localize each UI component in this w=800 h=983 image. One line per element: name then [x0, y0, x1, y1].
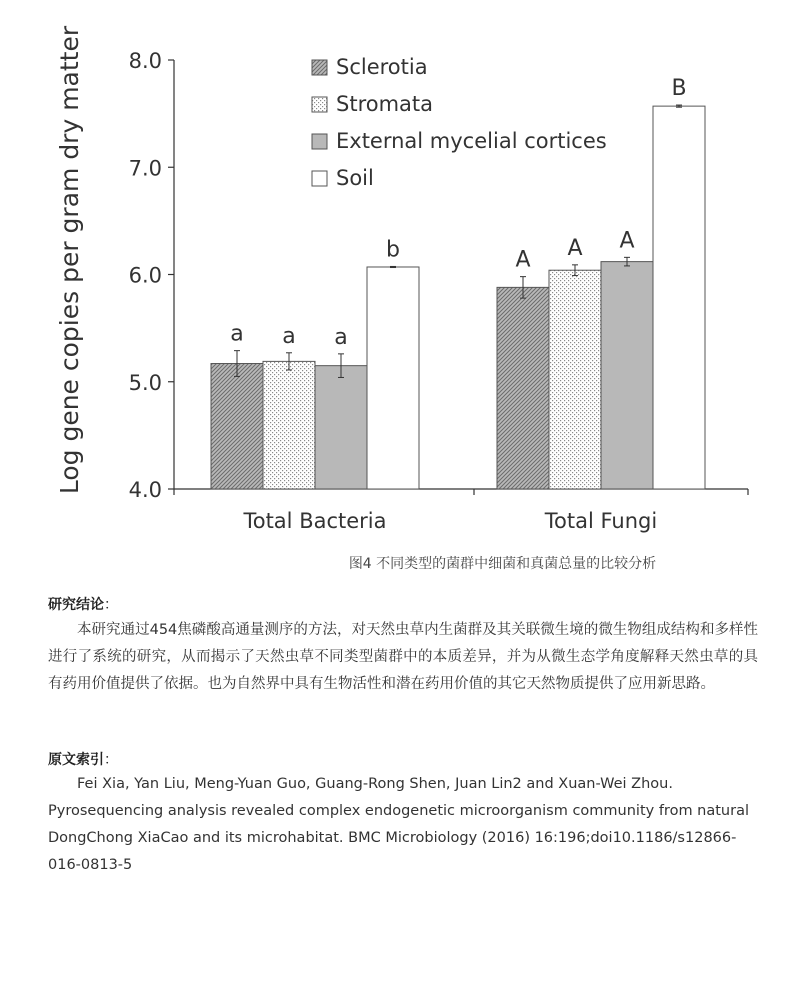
bar — [315, 366, 367, 489]
significance-letter: b — [386, 237, 400, 263]
y-tick-label: 5.0 — [128, 370, 162, 395]
conclusion-heading — [48, 594, 118, 614]
legend-label: Sclerotia — [336, 55, 428, 79]
reference-heading — [48, 749, 118, 769]
y-axis-label-group — [55, 25, 84, 494]
significance-letter: A — [567, 235, 583, 261]
reference-heading-text: 原文索引 — [48, 752, 104, 768]
reference-paragraph: Fei Xia, Yan Liu, Meng-Yuan Guo, Guang-Rong Shen, Juan Lin2 and Xuan-Wei Zhou. Pyrosequencing analysis revealed complex endogenetic microorganism community from natural DongChong XiaCao and its microhabitat. BMC Microbiology (2016) 16:196;doi10.1186/s12866-016-0813-5 — [48, 776, 749, 873]
y-tick-label: 7.0 — [128, 156, 162, 181]
significance-letter: a — [282, 323, 296, 349]
bar — [263, 361, 315, 489]
y-tick-label: 8.0 — [128, 49, 162, 73]
conclusion-heading-text: 研究结论 — [48, 597, 104, 613]
significance-letter: a — [334, 324, 348, 350]
legend-swatch — [312, 60, 327, 75]
bar — [549, 270, 601, 489]
y-tick-label: 4.0 — [128, 478, 162, 502]
significance-letter: B — [671, 76, 687, 102]
significance-letter: A — [515, 247, 531, 273]
significance-letter: a — [230, 321, 244, 347]
x-tick-label: Total Fungi — [544, 509, 658, 533]
significance-letter: A — [619, 228, 635, 254]
legend-label: Soil — [336, 166, 374, 190]
bar — [601, 262, 653, 489]
legend-label: Stromata — [336, 92, 434, 116]
legend-swatch — [312, 134, 327, 149]
bar — [497, 287, 549, 489]
conclusion-paragraph: 本研究通过454焦磷酸高通量测序的方法，对天然虫草内生菌群及其关联微生境的微生物组成结构和多样性进行了系统的研究，从而揭示了天然虫草不同类型菌群中的本质差异，并为从微生态学角度解释天然虫草的具有药用价值提供了依据。也为自然界中具有生物活性和潜在药用价值的其它天然物质提供了应用新思路。 — [48, 622, 758, 692]
bar — [653, 106, 705, 489]
legend-swatch — [312, 97, 327, 112]
bar — [211, 364, 263, 489]
legend — [312, 55, 607, 190]
x-tick-label: Total Bacteria — [243, 509, 387, 533]
figure-caption: 图4 不同类型的菌群中细菌和真菌总量的比较分析 — [348, 556, 657, 572]
legend-label: External mycelial cortices — [336, 129, 607, 153]
legend-swatch — [312, 171, 327, 186]
bar — [367, 267, 419, 489]
conclusion-heading-colon: ： — [104, 597, 118, 613]
y-axis-label: Log gene copies per gram dry matter — [55, 25, 84, 495]
reference-heading-colon: ： — [104, 752, 118, 768]
y-tick-label: 6.0 — [128, 263, 162, 288]
